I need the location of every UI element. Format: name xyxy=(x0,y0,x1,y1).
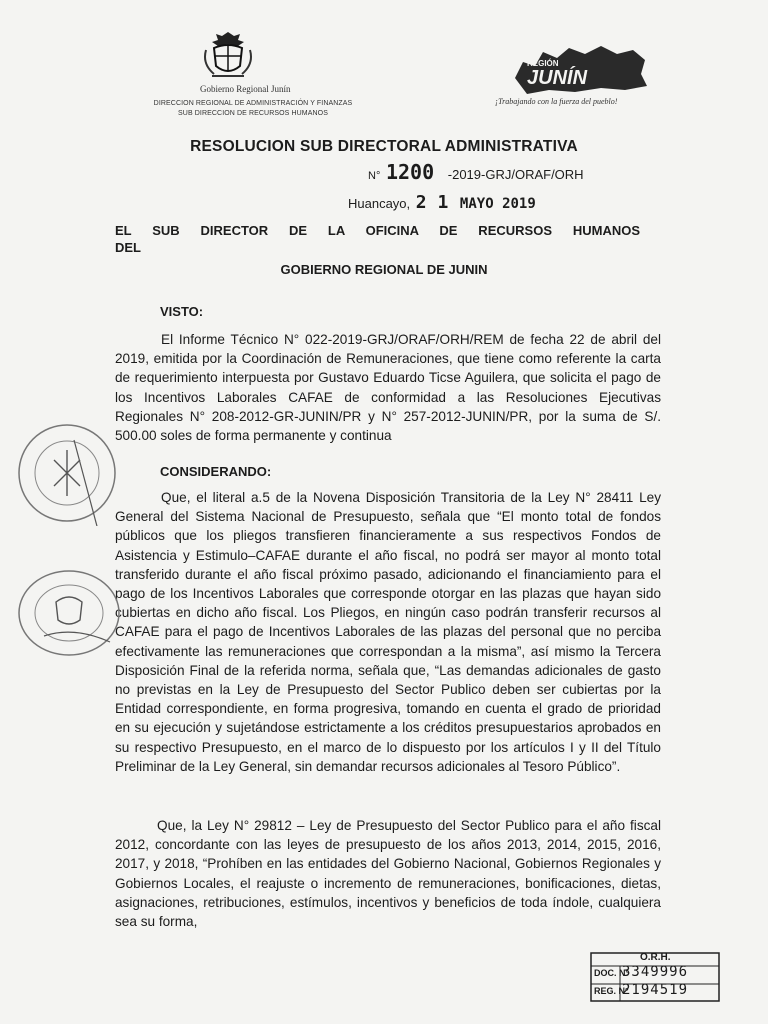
visto-text: El Informe Técnico N° 022-2019-GRJ/ORAF/ORH/REM de fecha 22 de abril del 2019, emitida por la Coordinación de Remuneraciones, que tiene como referente la carta de requerimiento interpuesta por Gustavo Eduardo Ticse Aguilera, que solicita el pago de los Incentivos Laborales CAFAE de conformidad a las Resoluciones Ejecutivas Regionales N° 208-2012-GR-JUNIN/PR y N° 257-2012-JUNIN/PR, por la suma de S/. 500.00 soles de forma permanente y continua xyxy=(115,332,661,444)
date-day: 2 1 xyxy=(415,192,449,213)
considerando-text-1: Que, el literal a.5 de la Novena Disposición Transitoria de la Ley N° 28411 Ley General del Sistema Nacional de Presupuesto, señala que “El monto total de fondos públicos que los pliegos transfieren financieramente a sus respectivos Fondos de Asistencia y Estimulo–CAFAE durante el año fiscal, no podrá ser mayor al monto total transferido durante el año fiscal próximo pasado, adicionando el financiamiento para el pago de los Incentivos Laborales que corresponde otorgar en las plazas que hayan sido cubiertas en dicho año fiscal. Los Pliegos, en ningún caso podrán transferir recursos al CAFAE para el pago de Incentivos Laborales de las plazas del personal que no perciba efectivamente las remuneraciones que correspondan a la misma”, así mismo la Tercera Disposición Final de la referida norma, señala que, “Las demandas adicionales de gasto no previstas en la Ley de Presupuesto del Sector Publico deben ser cubiertas por la Entidad correspondiente, en forma progresiva, tomando en cuenta el grado de prioridad en su ejecución y sujetándose estrictamente a los créditos presupuestarios aprobados en su respectivo Presupuesto, en el marco de lo dispuesto por los artículos I y II del Título Preliminar de la Ley General, sin demandar recursos adicionales al Tesoro Público”. xyxy=(115,490,661,774)
document-title: RESOLUCION SUB DIRECTORAL ADMINISTRATIVA xyxy=(190,138,578,155)
institution-name: Gobierno Regional Junín xyxy=(200,84,291,94)
region-slogan: ¡Trabajando con la fuerza del pueblo! xyxy=(495,97,618,106)
resolution-number: 1200 xyxy=(385,160,435,184)
svg-text:JUNÍN: JUNÍN xyxy=(527,67,588,89)
registry-doc-label: DOC. N° xyxy=(594,968,630,978)
number-prefix: N° xyxy=(368,170,381,182)
visto-paragraph xyxy=(115,330,661,445)
date-place: Huancayo, xyxy=(348,196,411,211)
direction-line-2: SUB DIRECCION DE RECURSOS HUMANOS xyxy=(178,110,328,117)
svg-text:REGIÓN: REGIÓN xyxy=(527,59,559,68)
heading-line-2: DEL xyxy=(115,240,141,255)
registry-reg-value: 2194519 xyxy=(622,982,689,998)
registry-reg-label: REG. N° xyxy=(594,986,629,996)
resolution-number-suffix: -2019-GRJ/ORAF/ORH xyxy=(447,167,584,182)
registry-doc-value: 3349996 xyxy=(622,964,689,980)
visto-label: VISTO: xyxy=(160,304,204,319)
heading-line-1: EL SUB DIRECTOR DE LA OFICINA DE RECURSOS HUMANOS xyxy=(115,223,640,238)
seal-stamp-icon xyxy=(14,420,120,526)
direction-line-1: DIRECCION REGIONAL DE ADMINISTRACIÓN Y FINANZAS xyxy=(153,100,353,107)
signature-seal-icon xyxy=(14,566,124,660)
considerando-paragraph-1 xyxy=(115,488,661,776)
considerando-label: CONSIDERANDO: xyxy=(160,464,272,479)
considerando-text-2: Que, la Ley N° 29812 – Ley de Presupuesto del Sector Publico para el año fiscal 2012, concordante con las leyes de presupuesto de los años 2013, 2014, 2015, 2016, 2017, y 2018, “Prohíben en las entidades del Gobierno Nacional, Gobiernos Regionales y Gobiernos Locales, el reajuste o incremento de remuneraciones, bonificaciones, dietas, asignaciones, retribuciones, estímulos, incentivos y beneficios de toda índole, cualquiera sea su forma, xyxy=(115,818,661,930)
coat-of-arms-icon xyxy=(200,28,256,82)
registry-title: O.R.H. xyxy=(640,952,671,963)
date-month-year: MAYO 2019 xyxy=(459,196,536,212)
region-junin-logo xyxy=(505,40,655,100)
resolution-date-row xyxy=(348,192,536,213)
heading-line-3: GOBIERNO REGIONAL DE JUNIN xyxy=(280,262,488,277)
considerando-paragraph-2 xyxy=(115,816,661,931)
resolution-number-row xyxy=(368,160,584,184)
